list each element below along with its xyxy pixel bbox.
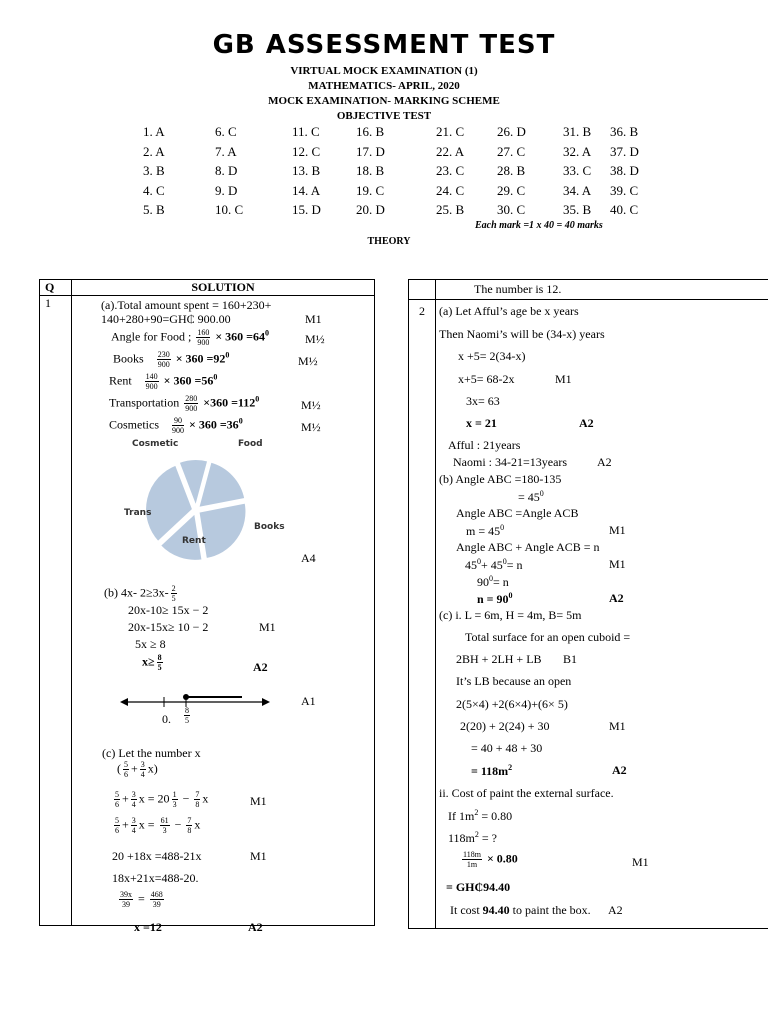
fraction [123, 760, 129, 779]
fraction [462, 850, 482, 869]
fraction [150, 890, 164, 909]
fraction [186, 816, 192, 835]
fraction-numerator: 3 [131, 816, 136, 825]
trans-result: ×360 =112 [203, 395, 256, 410]
objective-answer: 7. A [215, 143, 237, 159]
mark: M½ [301, 420, 321, 434]
text: 45 [465, 558, 477, 572]
inequality-line: 20x-15x≥ 10 − 2 [128, 620, 209, 634]
pie-label-cosmetic: Cosmetic [132, 439, 179, 449]
objective-answer: 35. B [563, 202, 592, 217]
fraction [131, 816, 137, 835]
solution-line: Then Naomi’s will be (34-x) years [439, 327, 605, 341]
objective-answer: 19. C [356, 182, 385, 198]
solution-line [518, 489, 544, 505]
subtitle-objective: OBJECTIVE TEST [336, 110, 432, 122]
degree-sup: 0 [265, 328, 270, 338]
fraction [114, 790, 120, 809]
text: × 0.80 [486, 851, 518, 866]
text: x = [138, 817, 155, 832]
solution-result [477, 591, 513, 607]
final-answer: x =12 [134, 920, 162, 934]
degree-sup: 0 [539, 489, 544, 498]
mark: M½ [298, 354, 318, 368]
expression-line [117, 760, 158, 779]
inequality-line [104, 584, 179, 603]
solution-line [477, 574, 509, 590]
objective-answer: 23. C [436, 163, 465, 178]
mark: M1 [632, 855, 649, 869]
objective-answer: 21. C [436, 124, 465, 139]
fraction-numerator: 61 [160, 816, 169, 825]
fraction-denominator: 5 [171, 594, 176, 603]
degree-sup: 0 [489, 574, 493, 583]
angle-books-line [113, 350, 229, 369]
objective-answer: 6. C [215, 124, 237, 139]
fraction-denominator: 5 [157, 663, 162, 672]
fraction-denominator: 6 [115, 800, 119, 809]
solution-1 [72, 296, 374, 934]
fraction-denominator: 39 [152, 900, 161, 909]
superscript: 2 [474, 808, 479, 817]
degree-sup: 0 [225, 350, 230, 360]
equation-line: 20 +18x =488-21x [112, 849, 202, 863]
fraction-numerator: 280 [185, 394, 198, 403]
objective-answer: 37. D [610, 143, 639, 159]
text: = 118m [471, 764, 509, 778]
text: It cost [450, 903, 483, 917]
books-result: × 360 =92 [175, 351, 226, 366]
mark: M1 [555, 372, 572, 386]
solution-result [471, 763, 512, 779]
text: − [174, 817, 182, 832]
number-line [120, 692, 280, 712]
fraction-denominator: 8 [187, 826, 192, 835]
objective-answer: 17. D [356, 143, 385, 159]
objective-answer: 28. B [497, 163, 526, 178]
solution-line: (b) Angle ABC =180-135 [439, 472, 562, 486]
objective-answer: 31. B [563, 124, 592, 139]
solution-line [460, 850, 518, 869]
books-label: Books [113, 351, 144, 366]
mark: M1 [305, 312, 322, 326]
text: n = 90 [477, 592, 509, 606]
mark: M½ [301, 398, 321, 412]
fraction-denominator: 39 [122, 900, 130, 909]
empty-cell [409, 280, 436, 300]
equation-line [112, 816, 200, 835]
fraction [145, 372, 159, 391]
text: − [182, 791, 190, 806]
objective-answer: 24. C [436, 182, 465, 198]
mark: A2 [253, 660, 268, 674]
question-number-1: 1 [40, 296, 72, 926]
inequality-line: 20x-10≥ 15x − 2 [128, 603, 209, 617]
text: to paint the box. [509, 903, 591, 917]
fraction-denominator: 900 [185, 404, 198, 413]
solution-line: (c) Let the number x [102, 746, 201, 760]
objective-answer: 5. B [143, 202, 165, 217]
solution-line: ii. Cost of paint the external surface. [439, 786, 614, 800]
fraction-denominator: 900 [145, 382, 158, 391]
trans-label: Transportation [109, 395, 180, 410]
solution-line: It’s LB because an open [456, 674, 572, 688]
fraction [172, 790, 178, 809]
fraction-denominator: 4 [131, 800, 136, 809]
objective-answer: 33. C [563, 163, 592, 178]
mark: A2 [608, 903, 623, 917]
fraction-numerator: 5 [115, 790, 119, 799]
degree-sup: 0 [255, 394, 260, 404]
degree-sup: 0 [213, 372, 218, 382]
objective-answer: 22. A [436, 143, 465, 159]
food-label: Angle for Food ; [111, 329, 192, 344]
fraction-numerator: 140 [145, 372, 158, 381]
fraction-numerator: 230 [157, 350, 170, 359]
fraction-denominator: 6 [124, 770, 128, 779]
solution-line: (a) Let Afful’s age be x years [439, 304, 579, 318]
equation-line [112, 790, 208, 809]
mark: B1 [563, 652, 578, 666]
solution-line [466, 523, 504, 539]
fraction [172, 416, 184, 435]
solution-line: Angle ABC =Angle ACB [456, 506, 579, 520]
fraction [157, 350, 171, 369]
theory-heading: THEORY [367, 236, 411, 247]
fraction-numerator: 7 [187, 816, 192, 825]
mark: A2 [579, 416, 594, 430]
fraction [194, 790, 200, 809]
solution-line [465, 557, 523, 573]
solution-line [448, 808, 512, 824]
solution-result: x = 21 [466, 416, 497, 430]
solution-line: 2(20) + 2(24) + 30 [460, 719, 550, 733]
pie-label-trans: Trans [124, 508, 152, 518]
pie-chart [72, 436, 372, 561]
text: + [122, 817, 129, 832]
inequality-text: (b) 4x- 2≥3x- [104, 585, 169, 600]
angle-rent-line [109, 372, 217, 391]
text: + [122, 791, 129, 806]
fraction-numerator: 5 [115, 816, 119, 825]
angle-trans-line [109, 394, 259, 413]
number-line-zero: 0. [162, 712, 171, 726]
inequality-result [142, 653, 165, 672]
text: = [138, 891, 145, 906]
superscript: 2 [474, 830, 479, 839]
fraction [157, 653, 163, 672]
solution-line: 2BH + 2LH + LB [456, 652, 542, 666]
solution-line: Afful : 21years [448, 438, 521, 452]
objective-answer: 12. C [292, 143, 321, 159]
mark: A2 [612, 763, 627, 777]
fraction-denominator: 900 [157, 360, 170, 369]
fraction [196, 328, 210, 347]
text: ( [117, 761, 121, 776]
solution-2 [436, 300, 768, 928]
column-q-header: Q [40, 280, 72, 296]
degree-sup: 0 [477, 557, 481, 566]
objective-answer: 4. C [143, 182, 165, 198]
cosmetics-label: Cosmetics [109, 417, 159, 432]
fraction [114, 816, 120, 835]
solution-line: (a).Total amount spent = 160+230+ [101, 298, 272, 312]
solution-line [450, 903, 591, 918]
fraction-numerator: 39x [120, 890, 132, 899]
mark: A2 [609, 591, 624, 605]
fraction [184, 394, 198, 413]
pie-label-food: Food [238, 439, 263, 449]
pie-label-rent: Rent [182, 536, 206, 546]
degree-sup: 0 [502, 557, 507, 566]
left-solution-table [39, 279, 375, 934]
fraction-denominator: 5 [185, 716, 189, 725]
question-number-2: 2 [409, 300, 436, 929]
result-text: x≥ [142, 654, 155, 669]
text: If 1m [448, 809, 475, 823]
objective-answer: 29. C [497, 182, 526, 198]
fraction-numerator: 3 [131, 790, 136, 799]
fraction [131, 790, 137, 809]
text: = 45 [518, 490, 540, 504]
rent-result: × 360 =56 [163, 373, 214, 388]
equation-line [117, 890, 166, 909]
column-solution-header: SOLUTION [72, 280, 375, 296]
solution-line: Total surface for an open cuboid = [465, 630, 631, 644]
fraction-numerator: 118m [463, 850, 481, 859]
text: = n [493, 575, 509, 589]
superscript: 2 [508, 763, 513, 772]
subtitle-scheme: MOCK EXAMINATION- MARKING SCHEME [268, 95, 500, 107]
fraction-denominator: 900 [197, 338, 210, 347]
fraction-numerator: 3 [140, 760, 145, 769]
solution-line [448, 830, 497, 846]
equation-line: 18x+21x=488-20. [112, 871, 199, 885]
objective-answer: 20. D [356, 202, 385, 217]
fraction-denominator: 6 [115, 826, 119, 835]
text: = ? [478, 831, 497, 845]
objective-answer: 36. B [610, 124, 639, 139]
angle-cosmetics-line [109, 416, 243, 435]
solution-line: 3x= 63 [466, 394, 500, 408]
pie-slice-books [198, 503, 246, 560]
objective-answer: 40. C [610, 202, 639, 217]
fraction-numerator: 8 [157, 653, 162, 662]
degree-sup: 0 [508, 591, 513, 600]
number-line-label [182, 706, 192, 725]
mark: M1 [250, 794, 267, 808]
continued-answer: The number is 12. [436, 280, 768, 300]
degree-sup: 0 [500, 523, 505, 532]
mark: A2 [597, 455, 612, 469]
solution-line: Naomi : 34-21=13years [453, 455, 568, 469]
objective-answer: 27. C [497, 143, 526, 159]
text: = n [506, 558, 523, 572]
subtitle-subject: MATHEMATICS- APRIL, 2020 [308, 80, 460, 92]
subtitle-exam: VIRTUAL MOCK EXAMINATION (1) [290, 65, 478, 77]
page-title: GB ASSESSMENT TEST [212, 30, 556, 60]
objective-answer: 30. C [497, 202, 526, 217]
fraction-numerator: 2 [171, 584, 176, 593]
text: m = 45 [466, 524, 501, 538]
mark: M1 [609, 523, 626, 537]
text: + 45 [481, 558, 503, 572]
objective-answer: 11. C [292, 124, 320, 139]
objective-answer: 16. B [356, 124, 385, 139]
solution-line: 140+280+90=GH₵ 900.00 [101, 312, 231, 326]
mark: M1 [609, 719, 626, 733]
text: x = 20 [138, 791, 170, 806]
objective-answer: 34. A [563, 182, 592, 198]
objective-answer: 1. A [143, 124, 165, 139]
text: 94.40 [482, 903, 510, 917]
fraction-numerator: 7 [195, 790, 200, 799]
solution-line: = 40 + 48 + 30 [471, 741, 543, 755]
objective-answer: 25. B [436, 202, 465, 217]
mark: M½ [305, 332, 325, 346]
fraction-numerator: 90 [174, 416, 182, 425]
fraction-denominator: 4 [140, 770, 145, 779]
fraction-denominator: 4 [131, 826, 136, 835]
fraction-denominator: 1m [466, 860, 478, 869]
objective-answer: 15. D [292, 202, 321, 217]
food-result: × 360 =64 [215, 329, 266, 344]
text: = 0.80 [478, 809, 513, 823]
objective-answer: 38. D [610, 163, 639, 178]
right-solution-table [408, 279, 768, 929]
objective-answer: 9. D [215, 182, 238, 198]
fraction-denominator: 3 [162, 826, 167, 835]
fraction-numerator: 160 [197, 328, 210, 337]
mark: M1 [259, 620, 276, 634]
objective-answer: 18. B [356, 163, 385, 178]
text: x) [147, 761, 158, 776]
pie-label-books: Books [254, 522, 285, 532]
text: 118m [448, 831, 475, 845]
fraction [160, 816, 170, 835]
fraction-numerator: 8 [185, 706, 189, 715]
solution-line: (c) i. L = 6m, H = 4m, B= 5m [439, 608, 582, 622]
solution-line: x +5= 2(34-x) [458, 349, 526, 363]
objective-answer: 32. A [563, 143, 592, 159]
solution-line: x+5= 68-2x [458, 372, 515, 386]
fraction-denominator: 3 [172, 800, 177, 809]
cosmetics-result: × 360 =36 [189, 417, 239, 432]
mark-note: Each mark =1 x 40 = 40 marks [475, 220, 603, 231]
mark: M1 [250, 849, 267, 863]
mark: A1 [301, 694, 316, 708]
text: 90 [477, 575, 489, 589]
objective-answer: 13. B [292, 163, 321, 178]
fraction [171, 584, 177, 603]
objective-answer: 14. A [292, 182, 321, 198]
mark: A4 [301, 551, 316, 565]
objective-answer: 10. C [215, 202, 244, 217]
objective-answer: 26. D [497, 124, 526, 139]
fraction [140, 760, 146, 779]
fraction [119, 890, 133, 909]
objective-answer: 3. B [143, 163, 165, 178]
text: x [202, 791, 209, 806]
fraction-denominator: 8 [195, 800, 200, 809]
inequality-line: 5x ≥ 8 [135, 637, 166, 651]
fraction [184, 706, 190, 725]
mark: A2 [248, 920, 263, 934]
solution-line: 2(5×4) +2(6×4)+(6× 5) [456, 697, 568, 711]
fraction-numerator: 5 [124, 760, 128, 769]
text: + [131, 761, 138, 776]
fraction-numerator: 468 [150, 890, 163, 899]
objective-answer: 8. D [215, 163, 238, 178]
solution-result: = GH₵94.40 [446, 880, 511, 894]
objective-answer: 2. A [143, 143, 165, 159]
fraction-numerator: 1 [172, 790, 177, 799]
rent-label: Rent [109, 373, 132, 388]
fraction-denominator: 900 [172, 426, 184, 435]
text: x [194, 817, 201, 832]
degree-sup: 0 [238, 416, 243, 426]
angle-food-line [111, 328, 269, 347]
mark: M1 [609, 557, 626, 571]
objective-answer: 39. C [610, 182, 639, 198]
solution-line: Angle ABC + Angle ACB = n [456, 540, 600, 554]
